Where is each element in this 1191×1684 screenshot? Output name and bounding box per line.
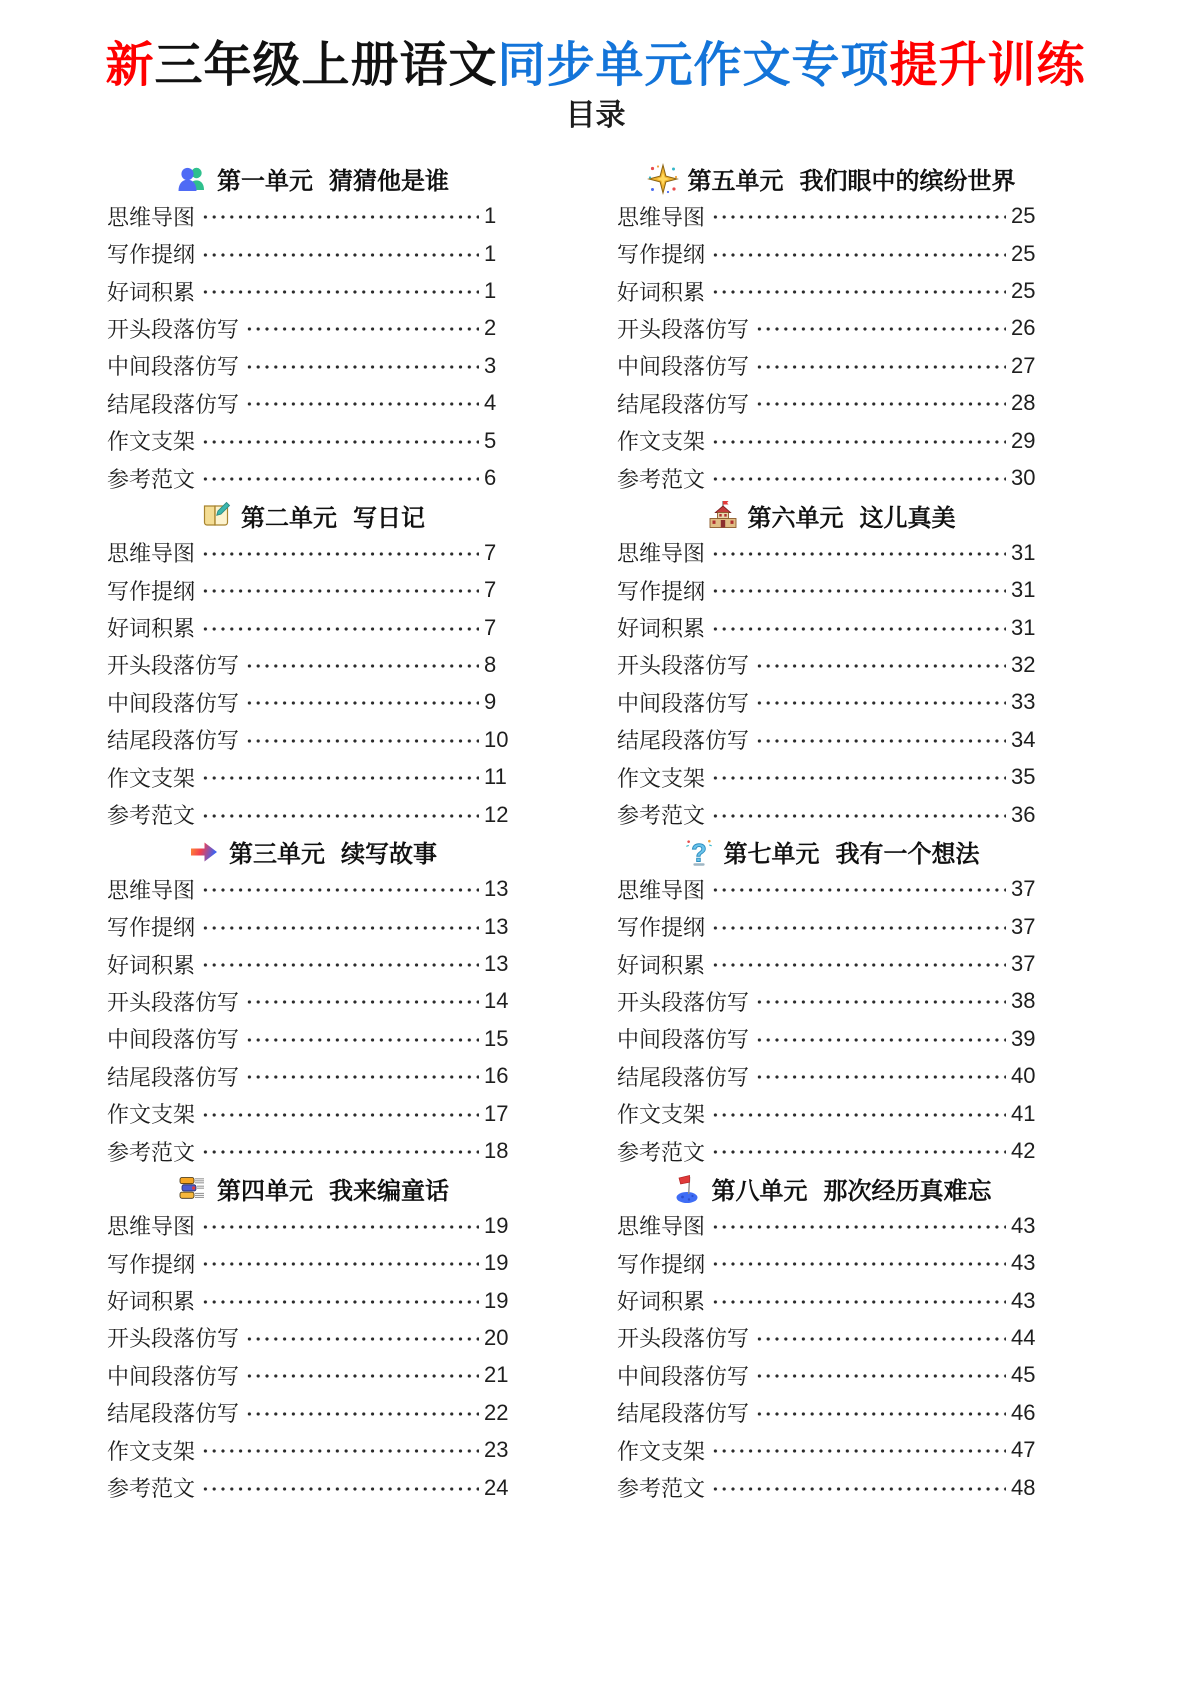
dotted-leader — [201, 253, 479, 257]
toc-item-page: 47 — [1011, 1437, 1036, 1463]
dotted-leader — [755, 739, 1006, 743]
toc-item-page: 43 — [1011, 1212, 1036, 1238]
toc-item — [617, 796, 1045, 833]
dotted-leader — [711, 290, 1006, 294]
dotted-leader — [755, 327, 1006, 331]
toc-item — [107, 1394, 518, 1431]
toc-item-page: 31 — [1011, 577, 1036, 603]
dotted-leader — [755, 701, 1006, 705]
toc-item — [617, 1357, 1045, 1394]
toc-item-label: 思维导图 — [617, 204, 706, 230]
toc-item — [107, 609, 518, 646]
toc-item-page: 26 — [1011, 315, 1036, 341]
unit-header — [107, 833, 518, 870]
toc-item — [107, 871, 518, 908]
toc-item — [617, 534, 1045, 571]
toc-item-page: 6 — [484, 465, 497, 490]
toc-item-page: 9 — [484, 689, 497, 715]
unit-title: 我有一个想法 — [835, 841, 980, 869]
toc-item-label: 作文支架 — [617, 765, 706, 791]
toc-item-page: 33 — [1011, 689, 1036, 715]
toc-item-label: 结尾段落仿写 — [107, 1064, 240, 1090]
toc-item-page: 16 — [484, 1063, 509, 1089]
toc-item-label: 结尾段落仿写 — [107, 728, 240, 754]
toc-item-page: 45 — [1011, 1362, 1036, 1388]
toc-item — [107, 310, 518, 347]
toc-item-page: 39 — [1011, 1025, 1036, 1051]
toc-item-label: 结尾段落仿写 — [617, 391, 750, 417]
title-segment: 三年级上册语文 — [154, 39, 498, 92]
dotted-leader — [245, 739, 479, 743]
dotted-leader — [201, 1300, 479, 1304]
dotted-leader — [201, 776, 479, 780]
toc-item-label: 思维导图 — [107, 204, 196, 230]
toc-item — [107, 571, 518, 608]
toc-item-page: 42 — [1011, 1138, 1036, 1164]
toc-item — [617, 721, 1045, 758]
toc-item-page: 1 — [484, 203, 497, 229]
toc-item — [107, 945, 518, 982]
toc-item-label: 写作提纲 — [107, 1251, 196, 1277]
unit-label: 第五单元 — [687, 168, 784, 196]
toc-item-label: 结尾段落仿写 — [617, 1401, 750, 1427]
unit-header — [107, 497, 518, 534]
dotted-leader — [755, 1000, 1006, 1004]
toc-item-label: 参考范文 — [107, 466, 196, 492]
toc-item-page: 34 — [1011, 726, 1036, 752]
toc-item-label: 好词积累 — [107, 1289, 196, 1315]
toc-item-label: 开头段落仿写 — [617, 316, 750, 342]
dotted-leader — [201, 1449, 479, 1453]
toc-item-page: 25 — [1011, 278, 1036, 304]
toc-column-left — [107, 160, 518, 1506]
toc-item — [617, 198, 1045, 235]
svg-text:?: ? — [690, 839, 707, 868]
toc-item-page: 3 — [484, 352, 497, 378]
dotted-leader — [755, 1374, 1006, 1378]
toc-item — [107, 1357, 518, 1394]
unit-label: 第四单元 — [217, 1177, 313, 1205]
toc-item-label: 好词积累 — [107, 952, 196, 978]
toc-item-page: 30 — [1011, 465, 1036, 490]
toc-item-label: 作文支架 — [617, 1438, 706, 1464]
books-icon — [176, 1172, 208, 1204]
toc-item-page: 13 — [484, 876, 509, 902]
toc-item-page: 31 — [1011, 539, 1036, 565]
toc-item — [617, 908, 1045, 945]
dotted-leader — [245, 1075, 479, 1079]
dotted-leader — [201, 888, 479, 892]
dotted-leader — [711, 477, 1006, 481]
toc-item-label: 开头段落仿写 — [617, 1326, 750, 1352]
dotted-leader — [201, 440, 479, 444]
school-icon — [707, 499, 739, 531]
toc-item-label: 思维导图 — [107, 541, 196, 567]
toc-item-page: 37 — [1011, 876, 1036, 902]
toc-item-page: 28 — [1011, 390, 1036, 416]
toc-item-label: 开头段落仿写 — [107, 316, 240, 342]
toc-item-label: 参考范文 — [107, 1139, 196, 1165]
toc-item-label: 参考范文 — [617, 466, 706, 492]
dotted-leader — [711, 1150, 1006, 1154]
toc-item-page: 19 — [484, 1212, 509, 1238]
toc-item-page: 20 — [484, 1324, 509, 1350]
dotted-leader — [755, 1075, 1006, 1079]
toc-item-page: 32 — [1011, 651, 1036, 677]
dotted-leader — [201, 477, 479, 481]
dotted-leader — [201, 963, 479, 967]
toc-item-label: 开头段落仿写 — [107, 653, 240, 679]
toc-item-page: 44 — [1011, 1324, 1036, 1350]
unit-title: 这儿真美 — [859, 504, 956, 532]
unit-label: 第三单元 — [229, 841, 325, 869]
toc-item — [617, 459, 1045, 496]
toc-item-label: 写作提纲 — [107, 915, 196, 941]
unit-title: 我来编童话 — [329, 1177, 449, 1205]
toc-item — [107, 534, 518, 571]
toc-columns — [0, 160, 1191, 1506]
unit-label: 第七单元 — [723, 841, 820, 869]
toc-item-label: 写作提纲 — [107, 242, 196, 268]
toc-item — [107, 235, 518, 272]
toc-item — [107, 1431, 518, 1468]
toc-item-page: 1 — [484, 278, 497, 304]
dotted-leader — [245, 402, 479, 406]
dotted-leader — [711, 1262, 1006, 1266]
toc-item-page: 43 — [1011, 1287, 1036, 1313]
unit-title: 那次经历真难忘 — [823, 1177, 992, 1205]
toc-item — [107, 1058, 518, 1095]
toc-item — [617, 871, 1045, 908]
dotted-leader — [711, 1113, 1006, 1117]
toc-item — [617, 1132, 1045, 1169]
toc-item-label: 参考范文 — [617, 803, 706, 829]
unit-title: 我们眼中的缤纷世界 — [799, 168, 1016, 196]
dotted-leader — [755, 402, 1006, 406]
toc-item-page: 24 — [484, 1474, 509, 1500]
dotted-leader — [201, 589, 479, 593]
toc-item-page: 41 — [1011, 1100, 1036, 1126]
people-icon — [176, 163, 208, 195]
title-segment: 新 — [105, 39, 155, 92]
toc-item — [107, 1245, 518, 1282]
toc-item-label: 写作提纲 — [617, 242, 706, 268]
toc-item — [617, 1245, 1045, 1282]
toc-item — [107, 347, 518, 384]
toc-item-page: 7 — [484, 614, 497, 640]
dotted-leader — [201, 926, 479, 930]
dotted-leader — [201, 1225, 479, 1229]
toc-item-label: 写作提纲 — [107, 578, 196, 604]
toc-heading: 目录 — [565, 99, 626, 133]
unit-header — [617, 833, 1045, 870]
toc-item-label: 好词积累 — [617, 952, 706, 978]
toc-item-page: 38 — [1011, 988, 1036, 1014]
dotted-leader — [245, 1337, 479, 1341]
unit-header — [617, 160, 1045, 197]
toc-item — [617, 1319, 1045, 1356]
dotted-leader — [201, 1487, 479, 1491]
toc-item-page: 1 — [484, 240, 497, 266]
toc-item — [107, 1020, 518, 1057]
dotted-leader — [245, 1412, 479, 1416]
toc-item — [617, 1207, 1045, 1244]
toc-item-page: 37 — [1011, 951, 1036, 977]
toc-item-page: 4 — [484, 390, 497, 416]
toc-item — [107, 272, 518, 309]
toc-item — [617, 1431, 1045, 1468]
dotted-leader — [201, 1262, 479, 1266]
toc-item-page: 13 — [484, 913, 509, 939]
dotted-leader — [711, 1300, 1006, 1304]
dotted-leader — [245, 365, 479, 369]
toc-item-label: 写作提纲 — [617, 578, 706, 604]
toc-item-label: 开头段落仿写 — [617, 989, 750, 1015]
toc-item — [617, 1095, 1045, 1132]
toc-item-page: 12 — [484, 801, 509, 827]
toc-item-label: 好词积累 — [617, 1289, 706, 1315]
unit-header — [107, 160, 518, 197]
toc-item-page: 14 — [484, 988, 509, 1014]
dotted-leader — [245, 1000, 479, 1004]
toc-item — [617, 945, 1045, 982]
star-icon — [647, 163, 679, 195]
toc-item-page: 25 — [1011, 203, 1036, 229]
unit-title: 续写故事 — [341, 841, 437, 869]
toc-item — [107, 1469, 518, 1506]
toc-item-page: 18 — [484, 1138, 509, 1164]
toc-item-label: 好词积累 — [107, 616, 196, 642]
dotted-leader — [201, 627, 479, 631]
toc-item — [617, 571, 1045, 608]
toc-item-page: 37 — [1011, 913, 1036, 939]
toc-item — [107, 385, 518, 422]
unit-header — [617, 497, 1045, 534]
toc-item-page: 23 — [484, 1437, 509, 1463]
toc-item — [107, 1282, 518, 1319]
question-icon — [683, 836, 715, 868]
toc-column-right — [617, 160, 1045, 1506]
toc-item — [107, 721, 518, 758]
unit-title: 写日记 — [353, 504, 425, 532]
dotted-leader — [711, 253, 1006, 257]
toc-item — [107, 646, 518, 683]
toc-item-page: 8 — [484, 651, 497, 677]
dotted-leader — [711, 627, 1006, 631]
toc-item-label: 好词积累 — [617, 279, 706, 305]
dotted-leader — [755, 1337, 1006, 1341]
unit-label: 第一单元 — [217, 168, 313, 196]
toc-item — [617, 235, 1045, 272]
dotted-leader — [245, 664, 479, 668]
toc-item-label: 作文支架 — [107, 429, 196, 455]
toc-item-label: 结尾段落仿写 — [617, 728, 750, 754]
toc-item — [107, 1132, 518, 1169]
toc-item — [617, 1058, 1045, 1095]
dotted-leader — [201, 814, 479, 818]
toc-item-page: 25 — [1011, 240, 1036, 266]
toc-item — [107, 1319, 518, 1356]
toc-item — [107, 1095, 518, 1132]
toc-item-label: 开头段落仿写 — [617, 653, 750, 679]
toc-item — [617, 758, 1045, 795]
toc-item-label: 开头段落仿写 — [107, 989, 240, 1015]
toc-item — [617, 609, 1045, 646]
unit-title: 猜猜他是谁 — [329, 168, 449, 196]
toc-item-label: 中间段落仿写 — [617, 690, 750, 716]
unit-header — [107, 1170, 518, 1207]
toc-item — [617, 1020, 1045, 1057]
toc-item-page: 48 — [1011, 1474, 1036, 1500]
dotted-leader — [201, 290, 479, 294]
toc-item-label: 好词积累 — [107, 279, 196, 305]
toc-item — [107, 198, 518, 235]
toc-item-label: 参考范文 — [107, 803, 196, 829]
toc-item-page: 27 — [1011, 352, 1036, 378]
toc-item-label: 思维导图 — [107, 1214, 196, 1240]
toc-item-page: 11 — [484, 764, 507, 790]
toc-item — [617, 1469, 1045, 1506]
toc-item-label: 结尾段落仿写 — [107, 1401, 240, 1427]
toc-item — [617, 983, 1045, 1020]
unit-header — [617, 1170, 1045, 1207]
toc-item-label: 作文支架 — [107, 765, 196, 791]
dotted-leader — [201, 1150, 479, 1154]
dotted-leader — [711, 963, 1006, 967]
dotted-leader — [755, 365, 1006, 369]
dotted-leader — [755, 1038, 1006, 1042]
toc-item-label: 参考范文 — [617, 1139, 706, 1165]
toc-item-label: 作文支架 — [617, 1102, 706, 1128]
toc-item-label: 中间段落仿写 — [107, 1363, 240, 1389]
dotted-leader — [245, 1038, 479, 1042]
toc-item — [107, 1207, 518, 1244]
toc-item-label: 作文支架 — [617, 429, 706, 455]
toc-item-page: 7 — [484, 577, 497, 603]
toc-item-page: 5 — [484, 427, 497, 453]
toc-item-label: 思维导图 — [617, 541, 706, 567]
toc-item-label: 作文支架 — [107, 1438, 196, 1464]
dotted-leader — [201, 215, 479, 219]
dotted-leader — [755, 664, 1006, 668]
toc-item-label: 作文支架 — [107, 1102, 196, 1128]
toc-item-label: 结尾段落仿写 — [107, 391, 240, 417]
toc-item-page: 15 — [484, 1025, 509, 1051]
toc-item-page: 29 — [1011, 427, 1036, 453]
toc-page — [0, 38, 1191, 1684]
unit-label: 第八单元 — [711, 1177, 808, 1205]
toc-item-label: 中间段落仿写 — [617, 1363, 750, 1389]
toc-item — [617, 1394, 1045, 1431]
dotted-leader — [711, 1487, 1006, 1491]
toc-item — [107, 459, 518, 496]
toc-item — [617, 272, 1045, 309]
dotted-leader — [711, 776, 1006, 780]
toc-item-page: 40 — [1011, 1063, 1036, 1089]
flag-icon — [671, 1172, 703, 1204]
toc-item-label: 参考范文 — [617, 1476, 706, 1502]
toc-item-page: 22 — [484, 1399, 509, 1425]
unit-label: 第六单元 — [747, 504, 844, 532]
toc-item-page: 21 — [484, 1362, 509, 1388]
toc-item-page: 10 — [484, 726, 509, 752]
toc-item-page: 2 — [484, 315, 497, 341]
toc-item — [617, 310, 1045, 347]
toc-item — [107, 422, 518, 459]
toc-item-page: 13 — [484, 951, 509, 977]
toc-item-label: 思维导图 — [617, 1214, 706, 1240]
toc-item — [617, 347, 1045, 384]
page-title — [0, 38, 1191, 93]
toc-item-label: 中间段落仿写 — [617, 1027, 750, 1053]
toc-item-page: 31 — [1011, 614, 1036, 640]
toc-item-page: 19 — [484, 1287, 509, 1313]
toc-item-label: 结尾段落仿写 — [617, 1064, 750, 1090]
toc-item-page: 17 — [484, 1100, 509, 1126]
toc-item — [617, 1282, 1045, 1319]
toc-item-page: 46 — [1011, 1399, 1036, 1425]
toc-item-page: 43 — [1011, 1250, 1036, 1276]
dotted-leader — [711, 1449, 1006, 1453]
toc-item-page: 35 — [1011, 764, 1036, 790]
toc-item-label: 开头段落仿写 — [107, 1326, 240, 1352]
toc-item — [617, 646, 1045, 683]
toc-item-label: 中间段落仿写 — [107, 1027, 240, 1053]
dotted-leader — [711, 1225, 1006, 1229]
dotted-leader — [711, 215, 1006, 219]
toc-item-label: 中间段落仿写 — [617, 354, 750, 380]
toc-item — [107, 758, 518, 795]
dotted-leader — [711, 888, 1006, 892]
dotted-leader — [245, 327, 479, 331]
memo-icon — [200, 499, 232, 531]
toc-item-page: 19 — [484, 1250, 509, 1276]
toc-item — [107, 983, 518, 1020]
toc-item — [617, 422, 1045, 459]
dotted-leader — [755, 1412, 1006, 1416]
toc-item-label: 中间段落仿写 — [107, 690, 240, 716]
dotted-leader — [711, 814, 1006, 818]
dotted-leader — [201, 552, 479, 556]
toc-item-label: 参考范文 — [107, 1476, 196, 1502]
toc-item-label: 好词积累 — [617, 616, 706, 642]
dotted-leader — [711, 589, 1006, 593]
toc-item — [617, 385, 1045, 422]
toc-item-label: 写作提纲 — [617, 915, 706, 941]
unit-label: 第二单元 — [241, 504, 337, 532]
toc-item-page: 7 — [484, 539, 497, 565]
toc-item-label: 中间段落仿写 — [107, 354, 240, 380]
toc-item-label: 思维导图 — [107, 877, 196, 903]
dotted-leader — [711, 926, 1006, 930]
title-segment: 提升训练 — [889, 39, 1086, 92]
dotted-leader — [245, 1374, 479, 1378]
toc-item — [107, 684, 518, 721]
toc-item — [617, 684, 1045, 721]
title-segment: 同步单元作文专项 — [497, 39, 890, 92]
toc-item — [107, 796, 518, 833]
dotted-leader — [711, 552, 1006, 556]
dotted-leader — [201, 1113, 479, 1117]
dotted-leader — [245, 701, 479, 705]
toc-item-label: 写作提纲 — [617, 1251, 706, 1277]
toc-item-label: 思维导图 — [617, 877, 706, 903]
toc-item — [107, 908, 518, 945]
dotted-leader — [711, 440, 1006, 444]
toc-item-page: 36 — [1011, 801, 1036, 827]
arrow-icon — [188, 836, 220, 868]
